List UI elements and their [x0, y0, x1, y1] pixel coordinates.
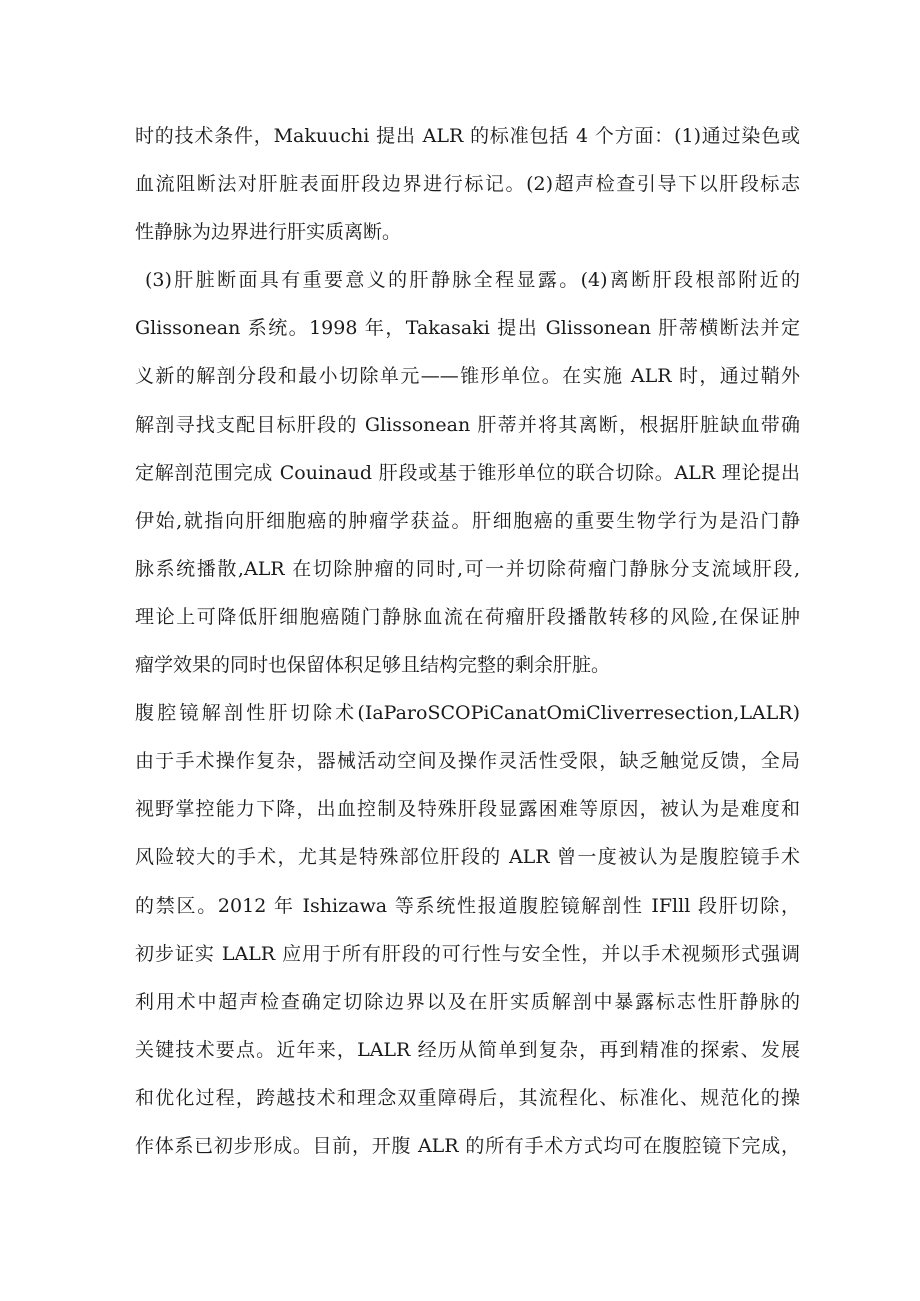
text-line: Glissonean 系统。1998 年，Takasaki 提出 Glissonean 肝蒂横断法并定 [135, 317, 800, 340]
text-line: 利用术中超声检查确定切除边界以及在肝实质解剖中暴露标志性肝静脉的 [135, 990, 800, 1013]
text-line: 定解剖范围完成 Couinaud 肝段或基于锥形单位的联合切除。ALR 理论提出 [135, 461, 800, 484]
text-line: 的禁区。2012 年 Ishizawa 等系统性报道腹腔镜解剖性 IFlll 段肝切除， [135, 894, 800, 917]
text-line: 瘤学效果的同时也保留体积足够且结构完整的剩余肝脏。 [135, 654, 611, 677]
text-line: 风险较大的手术，尤其是特殊部位肝段的 ALR 曾一度被认为是腹腔镜手术 [135, 846, 800, 869]
text-line: 义新的解剖分段和最小切除单元——锥形单位。在实施 ALR 时，通过鞘外 [135, 365, 800, 388]
text-line: 血流阻断法对肝脏表面肝段边界进行标记。(2)超声检查引导下以肝段标志 [135, 173, 800, 196]
text-line: 由于手术操作复杂，器械活动空间及操作灵活性受限，缺乏触觉反馈，全局 [135, 750, 800, 773]
text-line: 作体系已初步形成。目前，开腹 ALR 的所有手术方式均可在腹腔镜下完成， [135, 1134, 800, 1157]
text-line: 伊始,就指向肝细胞癌的肿瘤学获益。肝细胞癌的重要生物学行为是沿门静 [135, 509, 800, 532]
text-line: 性静脉为边界进行肝实质离断。 [135, 221, 402, 244]
body-text [135, 112, 800, 1170]
text-line: 视野掌控能力下降，出血控制及特殊肝段显露困难等原因，被认为是难度和 [135, 798, 800, 821]
text-line: (3)肝脏断面具有重要意义的肝静脉全程显露。(4)离断肝段根部附近的 [145, 269, 800, 292]
text-line: 脉系统播散,ALR 在切除肿瘤的同时,可一并切除荷瘤门静脉分支流域肝段, [135, 557, 800, 580]
text-line: 腹腔镜解剖性肝切除术(IaParoSCOPiCanatOmiCliverresection,LALR) [135, 702, 800, 725]
text-line: 关键技术要点。近年来，LALR 经历从简单到复杂，再到精准的探索、发展 [135, 1038, 800, 1061]
text-line: 初步证实 LALR 应用于所有肝段的可行性与安全性，并以手术视频形式强调 [135, 942, 800, 965]
text-line: 解剖寻找支配目标肝段的 Glissonean 肝蒂并将其离断，根据肝脏缺血带确 [135, 413, 800, 436]
text-line: 理论上可降低肝细胞癌随门静脉血流在荷瘤肝段播散转移的风险,在保证肿 [135, 605, 800, 628]
text-line: 和优化过程，跨越技术和理念双重障碍后，其流程化、标准化、规范化的操 [135, 1086, 800, 1109]
text-line: 时的技术条件，Makuuchi 提出 ALR 的标准包括 4 个方面：(1)通过染色或 [135, 125, 800, 147]
